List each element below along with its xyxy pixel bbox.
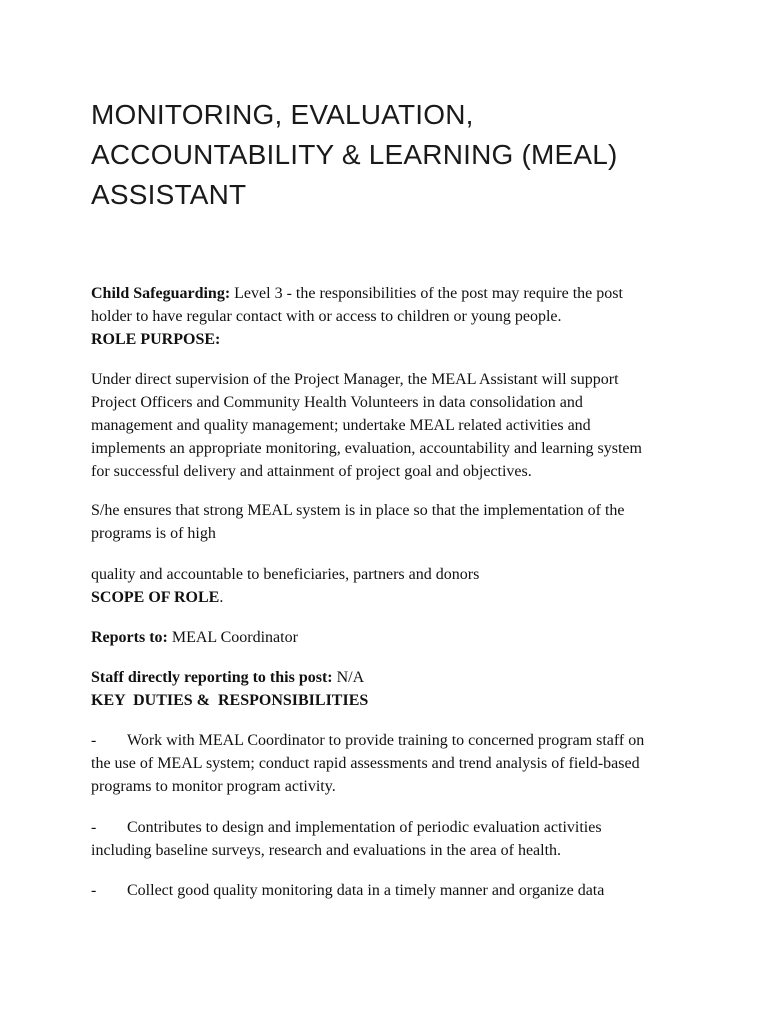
bullet-dash: -: [91, 732, 97, 749]
bullet-dash: -: [91, 819, 97, 836]
paragraph-line: S/he ensures that strong MEAL system is in place so that the implementation of the: [91, 502, 625, 519]
child-safeguarding-label: Child Safeguarding:: [91, 285, 231, 302]
duty-text: programs to monitor program activity.: [91, 778, 336, 795]
bullet-dash: -: [91, 882, 97, 899]
duty-text: the use of MEAL system; conduct rapid assessments and trend analysis of field-based: [91, 755, 640, 772]
paragraph-line: implements an appropriate monitoring, evaluation, accountability and learning system: [91, 440, 642, 457]
duty-text: Contributes to design and implementation of periodic evaluation activities: [127, 819, 602, 836]
scope-of-role-period: .: [219, 589, 224, 606]
title-line: ASSISTANT: [91, 179, 247, 210]
scope-of-role-label: SCOPE OF ROLE: [91, 589, 220, 606]
paragraph-line: Project Officers and Community Health Volunteers in data consolidation and: [91, 394, 583, 411]
duty-text: including baseline surveys, research and evaluations in the area of health.: [91, 842, 562, 859]
key-duties-heading: KEY DUTIES & RESPONSIBILITIES: [91, 692, 369, 709]
duty-item: [91, 816, 602, 862]
duty-text: Collect good quality monitoring data in a timely manner and organize data: [127, 882, 605, 899]
paragraph-line: management and quality management; undertake MEAL related activities and: [91, 417, 591, 434]
paragraph-line: for successful delivery and attainment of project goal and objectives.: [91, 463, 532, 480]
role-purpose-heading: ROLE PURPOSE:: [91, 331, 221, 348]
staff-reporting-label: Staff directly reporting to this post:: [91, 669, 333, 686]
paragraph-line: programs is of high: [91, 525, 216, 542]
staff-reporting-value: N/A: [332, 669, 365, 686]
reports-to-value: MEAL Coordinator: [167, 629, 298, 646]
paragraph-line: Under direct supervision of the Project Manager, the MEAL Assistant will support: [91, 371, 619, 388]
quality-paragraph: quality and accountable to beneficiaries, partners and donors: [91, 566, 480, 583]
title-line: MONITORING, EVALUATION,: [91, 99, 474, 130]
duty-item: [91, 729, 644, 798]
reports-to-label: Reports to:: [91, 629, 168, 646]
title-line: ACCOUNTABILITY & LEARNING (MEAL): [91, 139, 618, 170]
duty-text: Work with MEAL Coordinator to provide training to concerned program staff on: [127, 732, 645, 749]
meal-system-paragraph: [91, 499, 625, 545]
child-safeguarding-text: holder to have regular contact with or access to children or young people.: [91, 308, 562, 325]
child-safeguarding-text: Level 3 - the responsibilities of the post may require the post: [230, 285, 623, 302]
reports-to-line: [91, 626, 298, 649]
scope-of-role-heading: [91, 586, 223, 609]
page-title: [91, 95, 731, 215]
child-safeguarding-paragraph: [91, 282, 623, 328]
role-purpose-paragraph: [91, 368, 642, 483]
duty-item: [91, 879, 604, 902]
staff-reporting-line: [91, 666, 364, 689]
